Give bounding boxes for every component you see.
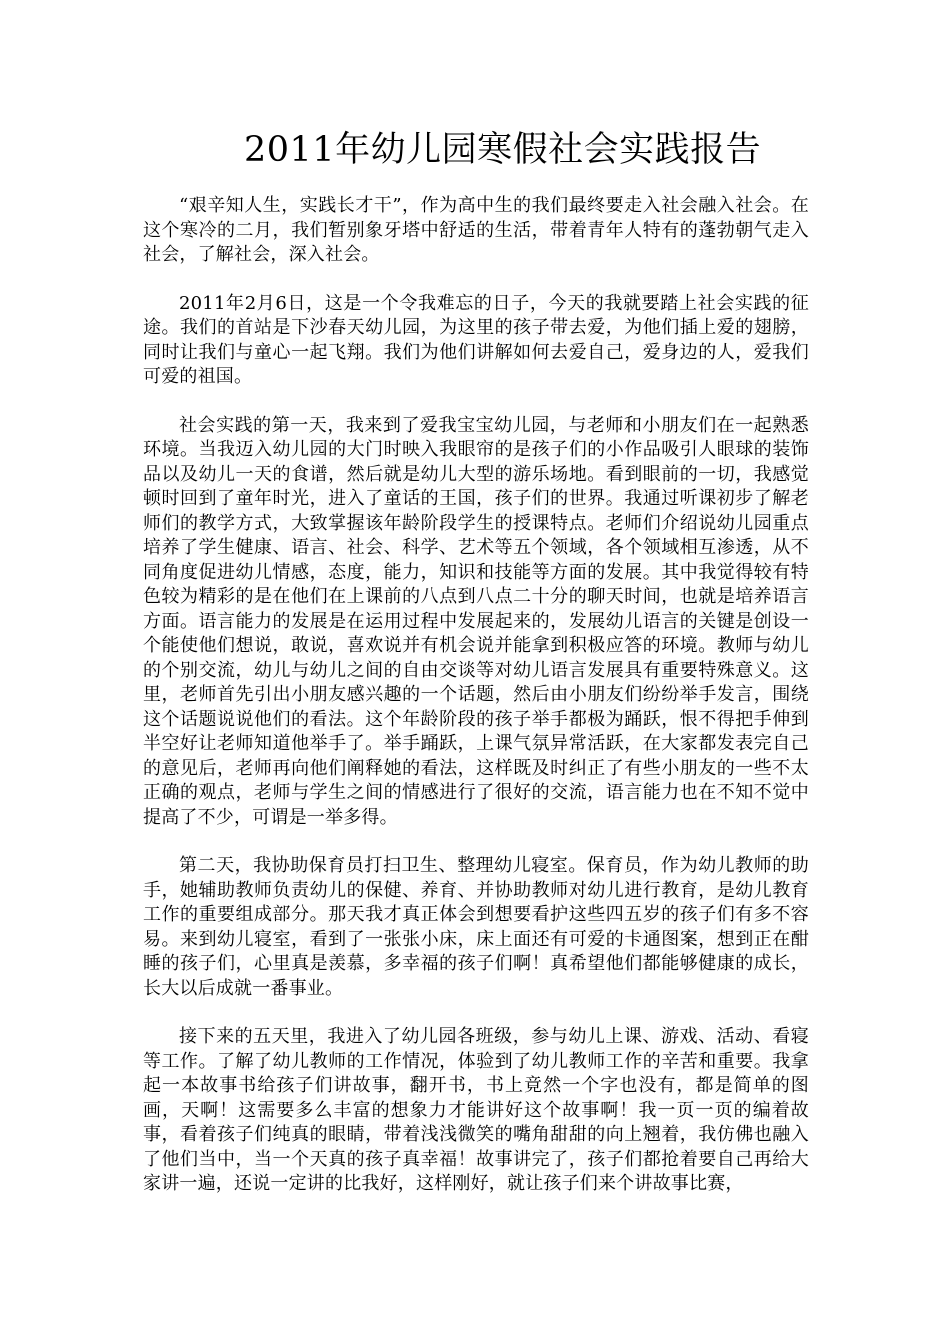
paragraph-next-five-days: 接下来的五天里，我进入了幼儿园各班级，参与幼儿上课、游戏、活动、看寝等工作。了解了幼儿教师的工作情况，体验到了幼儿教师工作的辛苦和重要。我拿起一本故事书给孩子们讲故事，翻开书，书上竟然一个字也没有，都是简单的图画，天啊！这需要多么丰富的想象力才能讲好这个故事啊！我一页一页的编着故事，看着孩子们纯真的眼睛，带着浅浅微笑的嘴角甜甜的向上翘着，我仿佛也融入了他们当中，当一个天真的孩子真幸福！故事讲完了，孩子们都抢着要自己再给大家讲一遍，还说一定讲的比我好，这样刚好，就让孩子们来个讲故事比赛， xyxy=(143,1026,809,1194)
document-body xyxy=(143,194,809,1197)
paragraph-day-two: 第二天，我协助保育员打扫卫生、整理幼儿寝室。保育员，作为幼儿教师的助手，她辅助教师负责幼儿的保健、养育、并协助教师对幼儿进行教育，是幼儿教育工作的重要组成部分。那天我才真正体会到想要看护这些四五岁的孩子们有多不容易。来到幼儿寝室，看到了一张张小床，床上面还有可爱的卡通图案，想到正在酣睡的孩子们，心里真是羡慕，多幸福的孩子们啊！真希望他们都能够健康的成长，长大以后成就一番事业。 xyxy=(143,855,809,999)
paragraph-first-stop: 2011年2月6日，这是一个令我难忘的日子，今天的我就要踏上社会实践的征途。我们的首站是下沙春天幼儿园，为这里的孩子带去爱，为他们插上爱的翅膀，同时让我们与童心一起飞翔。我们为他们讲解如何去爱自己，爱身边的人，爱我们可爱的祖国。 xyxy=(143,292,809,387)
document-title: 2011年幼儿园寒假社会实践报告 xyxy=(244,130,762,170)
paragraph-day-one: 社会实践的第一天，我来到了爱我宝宝幼儿园，与老师和小朋友们在一起熟悉环境。当我迈入幼儿园的大门时映入我眼帘的是孩子们的小作品吸引人眼球的装饰品以及幼儿一天的食谱，然后就是幼儿大型的游乐场地。看到眼前的一切，我感觉顿时回到了童年时光，进入了童话的王国，孩子们的世界。我通过听课初步了解老师们的教学方式，大致掌握该年龄阶段学生的授课特点。老师们介绍说幼儿园重点培养了学生健康、语言、社会、科学、艺术等五个领域，各个领域相互渗透，从不同角度促进幼儿情感，态度，能力，知识和技能等方面的发展。其中我觉得较有特色较为精彩的是在他们在上课前的八点到八点二十分的聊天时间，也就是培养语言方面。语言能力的发展是在运用过程中发展起来的，发展幼儿语言的关键是创设一个能使他们想说，敢说，喜欢说并有机会说并能拿到积极应答的环境。教师与幼儿的个别交流，幼儿与幼儿之间的自由交谈等对幼儿语言发展具有重要特殊意义。这里，老师首先引出小朋友感兴趣的一个话题，然后由小朋友们纷纷举手发言，围绕这个话题说说他们的看法。这个年龄阶段的孩子举手都极为踊跃，恨不得把手伸到半空好让老师知道他举手了。举手踊跃，上课气氛异常活跃，在大家都发表完自己的意见后，老师再向他们阐释她的看法，这样既及时纠正了有些小朋友的一些不太正确的观点，老师与学生之间的情感进行了很好的交流，语言能力也在不知不觉中提高了不少，可谓是一举多得。 xyxy=(143,414,809,828)
paragraph-intro: “艰辛知人生，实践长才干”，作为高中生的我们最终要走入社会融入社会。在这个寒冷的二月，我们暂别象牙塔中舒适的生活，带着青年人特有的蓬勃朝气走入社会，了解社会，深入社会。 xyxy=(143,195,809,265)
